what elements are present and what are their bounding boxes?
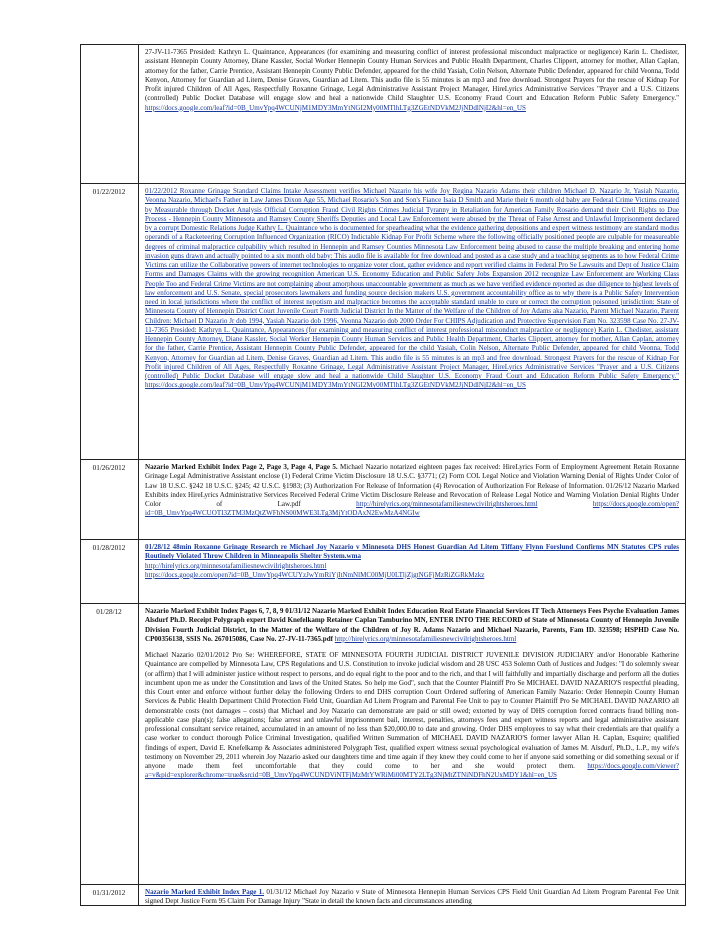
entry-title-link[interactable]: Nazario Marked Exhibit Index Page 1. — [145, 888, 265, 896]
entry-text: Nazario Marked Exhibit Index Page 2, Page 3, Page 4, Page 5. Michael Nazario notarized eighteen pages fax received: HireLyrics Form of Employment Agreement Retain Roxanne Grinage Legal Administrative Assistant enclose (1) Federal Crime Victim Disclosure 18 U.S.C. §3771; (2) Form COL Legal Notice and Violation Warning Denial of Rights Under Color of Law 18 U.S.C. §242 18 U.S.C. §245; 42 U.S.C. §1983; (3) Authorization For Release of Information (4) Revocation of Authorization For Release of Information. 01/26/12 Nazario Marked Exhibits index HireLyrics Administrative Services Received Federal Crime Victim Disclosure Release and Revocation of Release Legal Notice and Warning Violation Denial Rights Under Color of Law.pdf http://hirelyrics.org/minnesotafamiliesnewcivilrightsheroes.html https://docs.google.com/open?id=0B_UmvYpq4WCUOTI3ZTM3MzQtZWFhNS00MWE3LTg3MjYtODAxN2EwMzA4NGIw — [145, 463, 679, 518]
docket-table — [80, 44, 686, 906]
entry-title-link[interactable]: 01/28/12 48min Roxanne Grinage Research re Michael Joy Nazario v Minnesota DHS Honest Guardian Ad Litem Tiffany Flynn Forslund Confirms MN Statutes CPS rules Routinely Violated Throw Children in Minneapolis Shelter System.wma — [145, 543, 679, 561]
entry-date: 01/28/2012 — [92, 544, 126, 552]
entry-link[interactable]: https://docs.google.com/open?id=0B_UmvYpq4WCUYzJwYmRiYjItNmNlMC00MjU0LTljZjgtNGFjMzRiZGRkMzkz — [145, 570, 485, 579]
entry-text: 27-JV-11-7365 Presided: Kathryn L. Quaintance, Appearances (for examining and measuring conflict of interest professional misconduct malpractice or negligence) Karin L. Chedister, assistant Hennepin County Attorney, Diane Kassler, Social Worker Hennepin County Human Services and Public Health Department, Charles Clippert, attorney for mother, Allan Caplan, attorney for the father, Carrie Prentice, Assistant Hennepin County Public Defender, appeared for the child Yasiah, Colin Nelson, Alternate Public Defender, appeared for child Veonna, Todd Kenyon, Attorney for Guardian ad Litem, Denise Graves, Guardian ad Litem. This audio file is 55 minutes is an mp3 and free download. Strongest Prayers for the rescue of Kidnap For Profit injured Children of All Ages, Respectfully Roxanne Grinage, Legal Administrative Assistant Project Manager, HireLyrics Administrative Services "Prayer and a U.S. Citizens (controlled) Public Docket Database will engage slow and heal a nationwide Child Slaughter U.S. Economy Fraud Court and Education Reform Public Safety Emergency." https://docs.google.com/leaf?id=0B_UmvYpq4WCUNjM1MDY3MmYtNGI2My00MTlhLTg3ZGEtNDVkM2JjNDdlNjI2&hl=en_US — [145, 48, 680, 112]
entry-link[interactable]: https://docs.google.com/leaf?id=0B_UmvYpq4WCUNjM1MDY3MmYtNGI2My00MTlhLTg3ZGEtNDVkM2JjNDdlNjI2&hl=en_US — [145, 381, 526, 390]
entry-paragraph: Michael Nazario 02/01/2012 Pro Se: WHEREFORE, STATE OF MINNESOTA FOURTH JUDICIAL DISTRICT JUVENILE DIVISION JUDICIARY and/or Honorable Katherine Quaintance are compelled by Minnesota Law, CPS Regulations and U.S. Constitution to invoke judicial wisdom and 28 USC 453 Solemn Oath of Justices and Judges: "I do solemnly swear (or affirm) that I will administer justice without respect to persons, and do equal right to the poor and to the rich, and that I will faithfully and impartially discharge and perform all the duties incumbent upon me as under the Constitution and laws of the United States. So help me God", such that the Counter Plaintiff Pro Se MICHAEL DAVID NAZARIO'S respectful pleading, this Court enter and enforce without further delay the following Orders to end DHS corruption Court Ordered suffering of American Family Nazario: Order Hennepin County Human Services & Public Health Department Child Protection Field Unit, Guardian Ad Litem Program and Parental Fee Unit to pay to Counter Plaintiff Pro Se MICHAEL DAVID NAZARIO all demonstrable costs (not damages – costs) that Michael and Joy Nazario can demonstrate are paid or still owed; extorted by way of DHS corruption forced contracts fraud billing non-applicable case plan(s); false allegations; false arrest and unlawful imprisonment bail, interest, penalties, attorneys fees and expert witness reports and legal administrative assistant professional consultant service retained, accumulated in an amount of no less than $20,000.00 to date and growing. Order DHS employees to say what their credentials are that qualify a case worker to conduct thorough Police Criminal Investigation, qualified Written Summation of MICHAEL DAVID NAZARIO'S former lawyer Allan H. Caplan, Esquire; qualified findings of expert, David E. Knefelkamp & Associates administered Polygraph Test, qualified expert witness sexual psychological evaluation of James M. Alsdurf, Ph.D., L.P., my wife's testimony on November 29, 2011 wherein Joy Nazario asked our daughters time and time again if they knew they could come to her if anyone said something or did something sexual or if anyone made them feel uncomfortable that they could come to her and she would protect them. — [145, 651, 679, 770]
entry-inline-link[interactable]: http://hirelyrics.org/minnesotafamiliesnewcivilrightsheroes.html — [334, 634, 517, 643]
entry-text: Nazario Marked Exhibit Index Page 1. 01/31/12 Michael Joy Nazario v State of Minnesota Hennepin Human Services CPS Field Unit Guardian Ad Litem Program Parental Fee Unit signed Dept Justice Form 95 Claim For Damage Injury "State in detail the known facts and circumstances attending — [145, 888, 679, 906]
docket-row — [81, 459, 685, 540]
entry-link[interactable]: 01/22/2012 Roxanne Grinage Standard Claims Intake Assessment verifies Michael Nazario his wife Joy Regina Nazario Adams their children Michael D. Nazario Jr, Yasiah Nazario, Veonna Nazario, Michael's Father in Law James Dixon Age 55, Michael Rosario's Son and Son's Fiance Isaia D Smith and Marie their 6 month old baby are Federal Crime Victims created by Measurable through Docket Analysis Official Corruption Fraud Civil Rights Crimes Judicial Tyranny in Retaliation for American Family Rosario demand their Civil Rights to Due Process - Hennepin County Minnesota and Ramsey County Sheriffs Deputies and Local Law Enforcement were abused by the Threat of False Arrest and Unlawful Imprisonment declared by a corrupt Domestic Relations Judge Kathry L. Quaintance who is documented for spearheading what the evidence gathering depositions and expert witness testimony are standard modus operandi of a Racketeering Corruption Influenced Organization (RICO) Indictable Kidnap For Profit Scheme where the following officially positioned people are culpable for measureable degrees of criminal malpractice culpability which resulted in Hennepin and Ramsey Counties Minnesota Law Enforcement being abused to cause the multiple breaking and entering home invasion guns drawn and actually pointed to a six month old baby: This audio file is available for free download and posted as a case study and a teaching segments as to how Federal Crime Victims can utilize the Collaborative powers of internet technologies to organize voter clout, gather evidence and report verified claims in Federal Pro Se Lawsuits and Dept of Justice Claim Forms and Damages Claims with the growing recognition American U.S. Economy Education and Public Safety Jobs Expansion 2012 recognize Law Enforcement are Working Class People Too and Federal Crime Victims are not complaining about amorphous unaccountable government as much as we have verified evidence reported as due diligence to highest levels of law enforcement and U.S. Senate, special prosecutors lawmakers and funding source decision makers U.S. government accountability office as to why there is a Public Safety Intervention need in local jurisdictions where the conflict of interest nepotism and malpractice becomes the acceptable standard unable to cure or correct the corruption poisoned jurisdiction: State of Minnesota County of Hennepin District Court Juvenile Court Fourth Judicial District In the Matter of the Welfare of the Children of Joy Adams aka Nazario, Parent Michael Nazario, Parent Children: Michael D Nazario Jr dob 1994, Yasiah Nazario dob 1996, Veonna Nazario dob 2000 Order For CHIPS Adjudication and Protective Supervision Fam No. 323598 Case No. 27-JV-11-7365 Presided: Kathryn L. Quaintance, Appearances (for examining and measuring conflict of interest professional misconduct malpractice or negligence) Karin L. Chedister, assistant Hennepin County Attorney, Diane Kassler, Social Worker Hennepin County Human Services and Public Health Department, Charles Clippert, attorney for mother, Allan Caplan, attorney for the father, Carrie Prentice, Assistant Hennepin County Public Defender, appeared for the child Yasiah, Colin Nelson, Alternate Public Defender, appeared for child Veonna, Todd Kenyon, Attorney for Guardian ad Litem, Denise Graves, Guardian ad Litem. This audio file is 55 minutes is an mp3 and free download. Strongest Prayers for the rescue of Kidnap For Profit injured Children of All Ages, Respectfully Roxanne Grinage, Legal Administrative Assistant Project Manager, HireLyrics Administrative Services "Prayer and a U.S. Citizens (controlled) Public Docket Database will engage slow and heal a nationwide Child Slaughter U.S. Economy Fraud Court and Education Reform Public Safety Emergency." — [145, 187, 679, 380]
entry-date: 01/22/2012 — [92, 188, 126, 196]
docket-row — [81, 884, 685, 906]
entry-date: 01/31/2012 — [92, 889, 126, 897]
docket-row — [81, 183, 685, 460]
entry-text — [145, 543, 679, 580]
docket-row — [81, 539, 685, 604]
entry-inline-link[interactable]: http://hirelyrics.org/minnesotafamiliesnewcivilrightsheroes.html — [356, 500, 538, 508]
entry-link[interactable]: https://docs.google.com/open?id=0B_UmvYpq4WCUOTI3ZTM3MzQtZWFhNS00MWE3LTg3MjYtODAxN2EwMzA4NGIw — [145, 500, 679, 518]
entry-date: 01/26/2012 — [92, 464, 126, 472]
entry-text — [145, 187, 679, 391]
entry-link[interactable]: https://docs.google.com/viewer?a=v&pid=explorer&chrome=true&srcid=0B_UmvYpq4WCUNDViNTFjMzMtYWRiMi00MTY2LTg3NjMtZTNiNDFhN2UxMDY1&hl=en_US — [145, 762, 679, 780]
docket-row — [81, 45, 685, 183]
entry-link[interactable]: https://docs.google.com/leaf?id=0B_UmvYpq4WCUNjM1MDY3MmYtNGI2My00MTlhLTg3ZGEtNDVkM2JjNDdlNjI2&hl=en_US — [145, 103, 526, 112]
entry-text: Nazario Marked Exhibit Index Pages 6, 7, 8, 9 01/31/12 Nazario Marked Exhibit Index Education Real Estate Financial Services IT Tech Attorneys Fees Psyche Evaluation James Alsdurf Ph.D. Receipt Polygraph expert David Knefelkamp Retainer Caplan Tamburino MN, ENTER INTO THE RECORD of State of Minnesota County of Hennepin Juvenile Division Fourth Judicial District, In the Matter of the Welfare of the Children of Joy R. Adams Nazario and Michael Nazario, Parents, Fam ID. 323598; HSPHD Case No. CP00356138, SSIS No. 267015086, Case No. 27-JV-11-7365.pdf http://hirelyrics.org/minnesotafamiliesnewcivilrightsheroes.html Michael Nazario 02/01/2012 Pro Se: WHEREFORE, STATE OF MINNESOTA FOURTH JUDICIAL DISTRICT JUVENILE DIVISION JUDICIARY and/or Honorable Katherine Quaintance are compelled by Minnesota Law, CPS Regulations and U.S. Constitution to invoke judicial wisdom and 28 USC 453 Solemn Oath of Justices and Judges: "I do solemnly swear (or affirm) that I will administer justice without respect to persons, and do equal right to the poor and to the rich, and that I will faithfully and impartially discharge and perform all the duties incumbent upon me as under the Constitution and laws of the United States. So help me God", such that the Counter Plaintiff Pro Se MICHAEL DAVID NAZARIO'S respectful pleading, this Court enter and enforce without further delay the following Orders to end DHS corruption Court Ordered suffering of American Family Nazario: Order Hennepin County Human Services & Public Health Department Child Protection Field Unit, Guardian Ad Litem Program and Parental Fee Unit to pay to Counter Plaintiff Pro Se MICHAEL DAVID NAZARIO all demonstrable costs (not damages – costs) that Michael and Joy Nazario can demonstrate are paid or still owed; extorted by way of DHS corruption forced contracts fraud billing non-applicable case plan(s); false allegations; false arrest and unlawful imprisonment bail, interest, penalties, attorneys fees and expert witness reports and legal administrative assistant professional consultant service retained, accumulated in an amount of no less than $20,000.00 to date and growing. Order DHS employees to say what their credentials are that qualify a case worker to conduct thorough Police Criminal Investigation, qualified Written Summation of MICHAEL DAVID NAZARIO'S former lawyer Allan H. Caplan, Esquire; qualified findings of expert, David E. Knefelkamp & Associates administered Polygraph Test, qualified expert witness sexual psychological evaluation of James M. Alsdurf, Ph.D., L.P., my wife's testimony on November 29, 2011 wherein Joy Nazario asked our daughters time and time again if they knew they could come to her if anyone said something or did something sexual or if anyone made them feel uncomfortable that they could come to her and she would protect them. https://docs.google.com/viewer?a=v&pid=explorer&chrome=true&srcid=0B_UmvYpq4WCUNDViNTFjMzMtYWRiMi00MTY2LTg3NjMtZTNiNDFhN2UxMDY1&hl=en_US — [145, 607, 679, 780]
docket-row — [81, 603, 685, 885]
entry-link[interactable]: http://hirelyrics.org/minnesotafamiliesnewcivilrightsheroes.html — [145, 561, 327, 570]
entry-date: 01/28/12 — [96, 608, 122, 616]
